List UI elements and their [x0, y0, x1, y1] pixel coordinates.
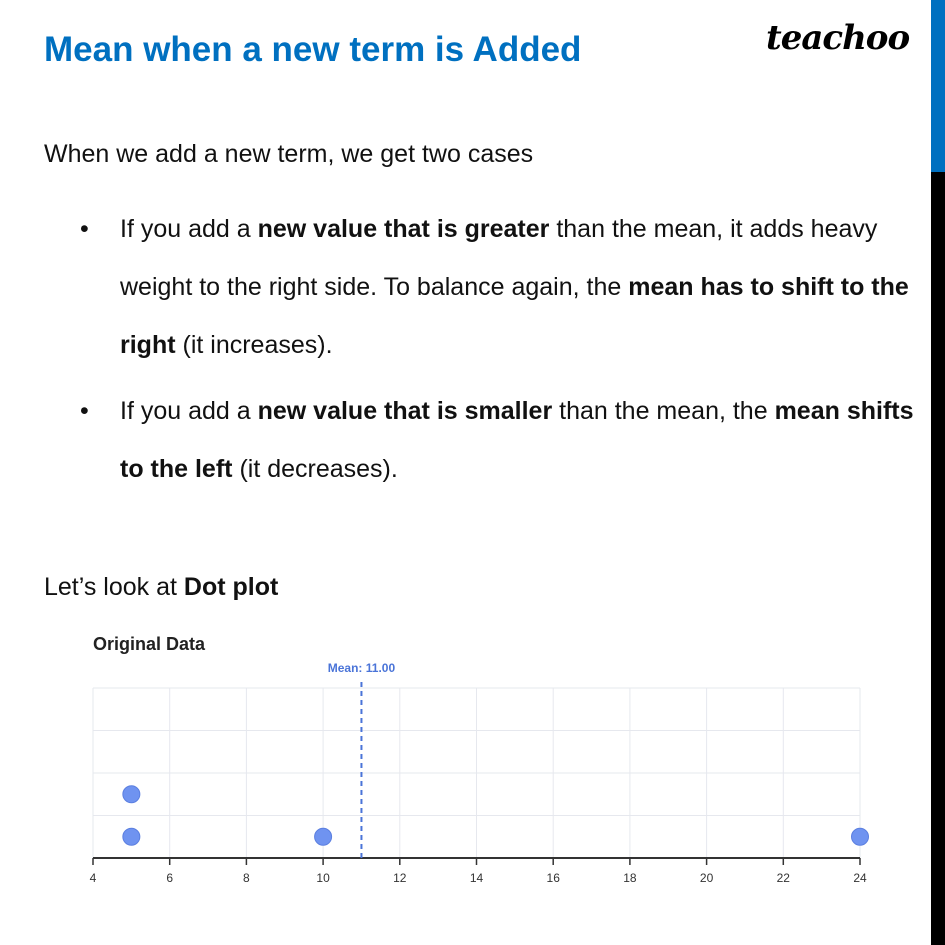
- bold-text: mean shifts to the left: [120, 397, 914, 483]
- intro-text: When we add a new term, we get two cases: [44, 140, 534, 168]
- x-tick-label: 4: [89, 871, 97, 885]
- text: than the mean, it adds heavy weight to the right side. To balance again, the: [120, 215, 878, 301]
- x-tick-label: 10: [316, 871, 330, 885]
- x-tick-label: 18: [623, 871, 637, 885]
- x-tick-label: 22: [776, 871, 790, 885]
- bullet-marker: •: [80, 397, 89, 425]
- text: (it increases).: [175, 331, 333, 359]
- data-point: [315, 828, 332, 845]
- bullet-marker: •: [80, 215, 89, 243]
- text: If you add a: [120, 215, 258, 243]
- page-title: Mean when a new term is Added: [44, 30, 582, 69]
- data-point: [852, 828, 869, 845]
- bold-text: new value that is smaller: [257, 397, 553, 425]
- chart-title: Original Data: [93, 634, 206, 654]
- teachoo-logo: teachoo: [766, 18, 910, 58]
- data-point: [123, 828, 140, 845]
- x-tick-label: 16: [546, 871, 560, 885]
- text: If you add a: [120, 397, 258, 425]
- x-tick-label: 6: [166, 871, 174, 885]
- mean-label: Mean: 11.00: [327, 661, 396, 675]
- x-tick-label: 20: [699, 871, 714, 885]
- text: (it decreases).: [232, 455, 398, 483]
- text: than the mean, the: [552, 397, 775, 425]
- bold-text: new value that is greater: [257, 215, 550, 243]
- x-tick-label: 12: [393, 871, 407, 885]
- data-point: [123, 786, 140, 803]
- x-tick-label: 14: [469, 871, 484, 885]
- bold-text: mean has to shift to the right: [120, 273, 909, 359]
- bold-text: Dot plot: [183, 573, 279, 601]
- x-tick-label: 24: [853, 871, 867, 885]
- text: Let’s look at: [44, 573, 184, 601]
- x-tick-label: 8: [243, 871, 250, 885]
